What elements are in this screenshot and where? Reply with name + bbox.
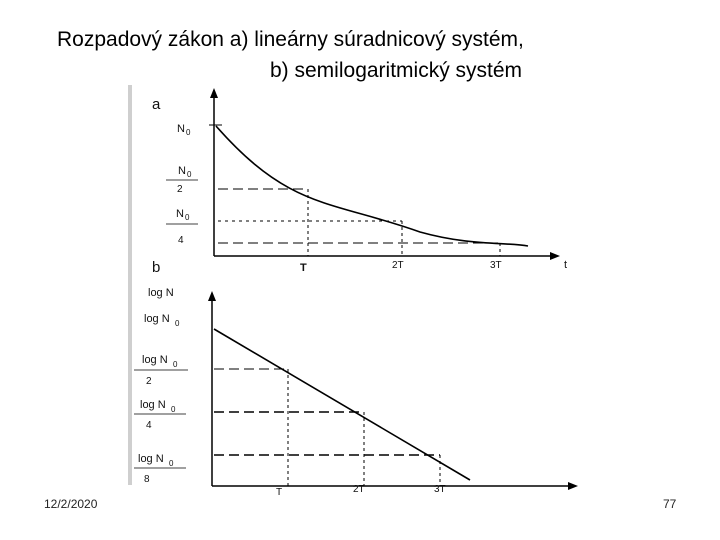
graph-b-y-axis-arrow — [208, 291, 216, 301]
graph-a-y-label-n0 — [177, 123, 191, 137]
svg-text:0: 0 — [186, 128, 191, 137]
graph-a-decay-curve — [216, 126, 528, 246]
graph-a-y-label-n0-over-4 — [166, 208, 198, 246]
svg-text:2: 2 — [146, 376, 152, 387]
graph-b-y-label-log-n0 — [144, 313, 180, 328]
graph-a-y-axis-arrow — [210, 88, 218, 98]
svg-text:N: N — [178, 165, 186, 177]
svg-text:log N: log N — [138, 453, 164, 465]
graph-b-x-tick-2T: 2T — [353, 484, 365, 495]
slide-page-number: 77 — [663, 497, 677, 511]
svg-text:2: 2 — [177, 184, 183, 195]
graph-b-x-tick-3T: 3T — [434, 484, 446, 495]
graph-a-x-tick-3T: 3T — [490, 260, 502, 271]
svg-text:0: 0 — [187, 170, 192, 179]
graph-a — [152, 88, 567, 274]
svg-text:0: 0 — [185, 213, 190, 222]
graph-a-x-tick-T: T — [300, 262, 307, 274]
graph-b-panel-label: b — [152, 259, 161, 276]
svg-text:log N: log N — [144, 313, 170, 325]
svg-text:N: N — [176, 208, 184, 220]
graph-a-y-label-n0-over-2 — [166, 165, 198, 195]
svg-text:log N: log N — [142, 354, 168, 366]
graph-a-panel-label: a — [152, 96, 161, 113]
svg-text:4: 4 — [178, 235, 184, 246]
slide-title-line-2: b) semilogaritmický systém — [270, 59, 523, 82]
slide-title-line-1: Rozpadový zákon a) lineárny súradnicový systém, — [57, 28, 524, 51]
svg-text:N: N — [177, 123, 185, 135]
svg-text:0: 0 — [169, 459, 174, 468]
graph-b-decay-line — [214, 329, 470, 480]
graph-a-x-tick-2T: 2T — [392, 260, 404, 271]
graph-b-x-tick-T: T — [276, 487, 283, 498]
graph-b-y-label-log-n0-over-2 — [134, 354, 188, 387]
graph-b-y-label-log-n: log N — [148, 287, 174, 299]
slide-date: 12/2/2020 — [44, 497, 98, 511]
graph-a-x-axis-arrow — [550, 252, 560, 260]
image-border — [128, 85, 132, 485]
graph-b-x-axis-arrow — [568, 482, 578, 490]
svg-text:8: 8 — [144, 474, 150, 485]
svg-text:0: 0 — [173, 360, 178, 369]
svg-text:4: 4 — [146, 420, 152, 431]
graph-b — [134, 259, 578, 498]
graph-b-y-label-log-n0-over-8 — [134, 453, 186, 485]
svg-text:0: 0 — [171, 405, 176, 414]
graph-a-x-axis-label: t — [564, 259, 568, 271]
svg-text:log N: log N — [140, 399, 166, 411]
svg-text:0: 0 — [175, 319, 180, 328]
graph-b-y-label-log-n0-over-4 — [134, 399, 186, 431]
